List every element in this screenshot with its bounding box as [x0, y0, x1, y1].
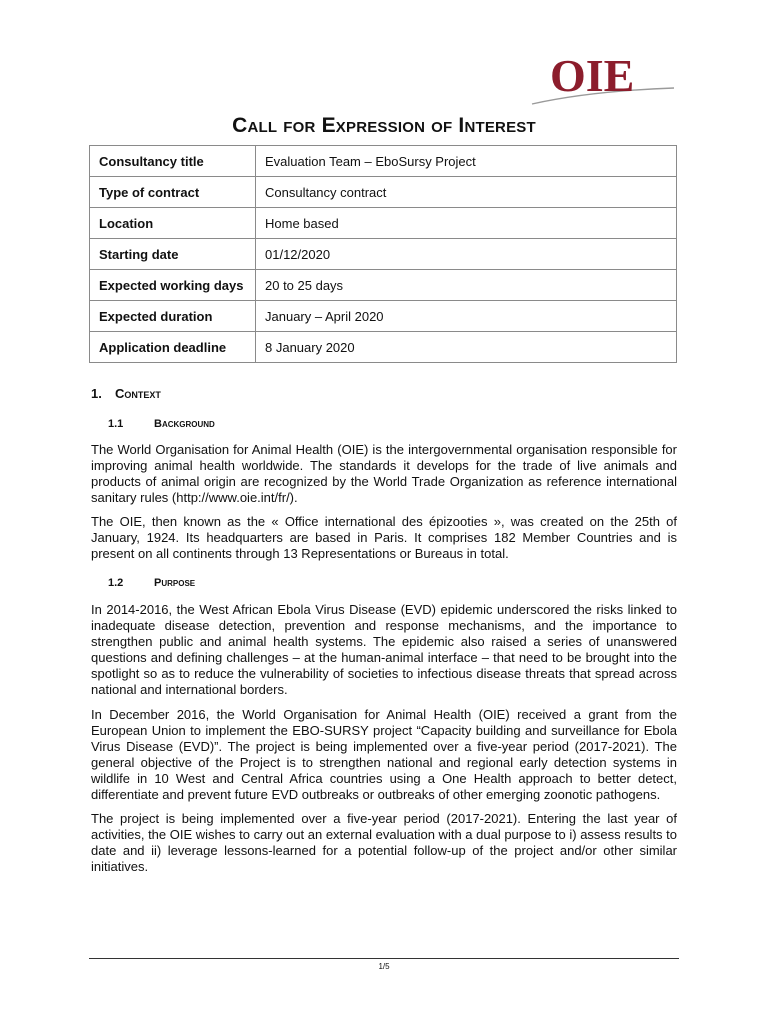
info-row — [90, 332, 677, 363]
info-row — [90, 146, 677, 177]
subsection-number: 1.2 — [108, 577, 124, 589]
footer-divider — [89, 958, 679, 959]
page-number: 1/5 — [378, 962, 390, 971]
info-row — [90, 270, 677, 301]
info-value: 01/12/2020 — [256, 239, 677, 270]
info-value: January – April 2020 — [256, 301, 677, 332]
info-label: Location — [90, 208, 256, 239]
info-value: 20 to 25 days — [256, 270, 677, 301]
info-label: Application deadline — [90, 332, 256, 363]
logo-text: OIE — [550, 50, 635, 101]
purpose-paragraph-2: In December 2016, the World Organisation for Animal Health (OIE) received a grant from the European Union to implement the EBO-SURSY project “Capacity building and surveillance for Ebola Virus Disease (EVD)”. The project is being implemented over a five-year period (2017-2021). The general objective of the Project is to strengthen national and regional early detection systems in wildlife in 10 West and Central Africa countries using a One Health approach to better detect, differentiate and prevent future EVD outbreaks or outbreaks of other emerging zoonotic pathogens. — [91, 707, 677, 802]
info-value: Home based — [256, 208, 677, 239]
info-label: Expected working days — [90, 270, 256, 301]
info-label: Consultancy title — [90, 146, 256, 177]
section-number: 1. — [91, 386, 102, 401]
document-title: Call for Expression of Interest — [232, 114, 536, 137]
info-label: Type of contract — [90, 177, 256, 208]
info-row — [90, 301, 677, 332]
section-heading-context — [91, 386, 161, 401]
subsection-number: 1.1 — [108, 418, 124, 430]
info-row — [90, 177, 677, 208]
info-value: Evaluation Team – EboSursy Project — [256, 146, 677, 177]
oie-logo — [528, 44, 678, 108]
info-label: Starting date — [90, 239, 256, 270]
purpose-paragraph-3: The project is being implemented over a five-year period (2017-2021). Entering the last year of activities, the OIE wishes to carry out an external evaluation with a dual purpose to i) assess results to date and ii) leverage lessons-learned for a potential follow-up of the project and/or other similar initiatives. — [91, 811, 678, 874]
subsection-heading-purpose — [108, 577, 195, 589]
info-row — [90, 208, 677, 239]
background-paragraph-2: The OIE, then known as the « Office international des épizooties », was created on the 25th of January, 1924. Its headquarters are based in Paris. It comprises 182 Member Countries and is present on all continents through 13 Representations or Bureaus in total. — [91, 514, 677, 561]
section-title: Context — [115, 386, 161, 401]
info-label: Expected duration — [90, 301, 256, 332]
purpose-paragraph-1: In 2014-2016, the West African Ebola Virus Disease (EVD) epidemic underscored the risks linked to inadequate disease detection, prevention and response mechanisms, and the importance to strengthen public and animal health systems. The epidemic also raised a series of unanswered questions and defining challenges – at the human-animal interface – that need to be brought into the spotlight so as to reduce the vulnerability of societies to infectious disease threats that spread across national and international borders. — [91, 602, 677, 697]
background-paragraph-1: The World Organisation for Animal Health (OIE) is the intergovernmental organisation responsible for improving animal health worldwide. The standards it develops for the trade of live animals and products of animal origin are recognized by the World Trade Organization as reference international sanitary rules (http://www.oie.int/fr/). — [91, 442, 677, 505]
info-row — [90, 239, 677, 270]
subsection-title: Purpose — [154, 577, 196, 589]
info-value: 8 January 2020 — [256, 332, 677, 363]
info-table — [89, 145, 677, 363]
subsection-heading-background — [108, 418, 215, 430]
subsection-title: Background — [154, 418, 215, 430]
info-value: Consultancy contract — [256, 177, 677, 208]
